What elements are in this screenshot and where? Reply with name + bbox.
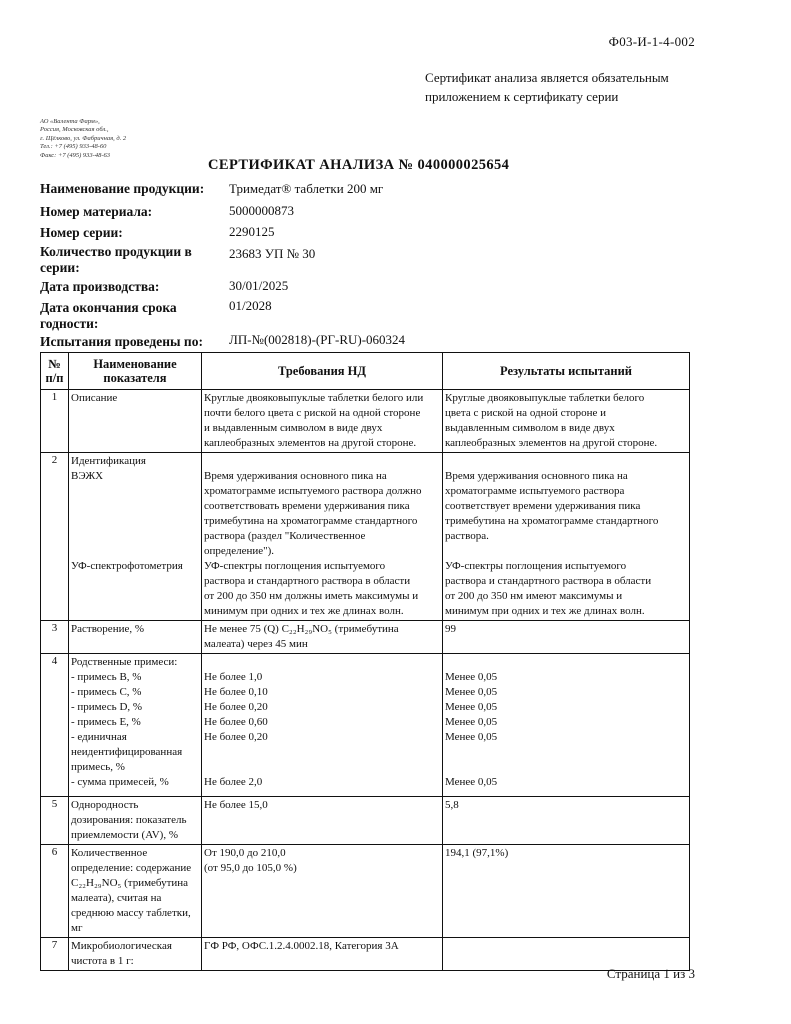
cell-line: Не более 0,60 — [204, 716, 268, 728]
col-res-header: Результаты испытаний — [443, 353, 690, 390]
quantity-label-line: серии: — [40, 260, 80, 275]
note-line: Сертификат анализа является обязательным — [425, 70, 669, 85]
cell-line: C₂₂H₂₉NO₅ (тримебутина — [71, 877, 189, 889]
cell-line: от 200 до 350 нм должны иметь максимумы и — [204, 590, 419, 602]
cell-line: Количественное — [71, 847, 148, 859]
cell-line: каплеобразных элементов на другой стороне. — [204, 437, 417, 449]
row-result — [443, 390, 690, 453]
cell-line: почти белого цвета с риской на одной стороне — [204, 407, 421, 419]
cell-line: дозирования: показатель — [71, 814, 187, 826]
cell-line: хроматограмме испытуемого раствора должно — [204, 485, 422, 497]
cell-line: Менее 0,05 — [445, 671, 498, 683]
cell-line: раствора (раздел "Количественное — [204, 530, 366, 542]
note-line: приложением к сертификату серии — [425, 89, 619, 104]
col-name-header-line: Наименование — [93, 357, 177, 371]
table-row — [41, 654, 690, 797]
cell-line: Не более 0,20 — [204, 701, 268, 713]
cell-line: Время удерживания основного пика на — [204, 470, 387, 482]
expiry-label-line: Дата окончания срока — [40, 300, 177, 315]
cell-line: примесь, % — [71, 761, 125, 773]
batch-label: Номер серии: — [40, 225, 123, 240]
col-req-header: Требования НД — [202, 353, 443, 390]
cell-line: Растворение, % — [71, 623, 145, 635]
row-name — [69, 390, 202, 453]
row-result — [443, 453, 690, 621]
cell-line: Не более 15,0 — [204, 799, 268, 811]
cell-line: чистота в 1 г: — [71, 955, 134, 967]
row-number: 4 — [41, 654, 69, 797]
cell-line: цвета с риской на одной стороне и — [445, 407, 607, 419]
company-address — [40, 118, 126, 160]
cell-line: Менее 0,05 — [445, 776, 498, 788]
cell-line: раствора и стандартного раствора в области — [204, 575, 411, 587]
cell-line: Не менее 75 (Q) C₂₂H₂₉NO₅ (тримебутина — [204, 623, 399, 635]
cell-line: Круглые двояковыпуклые таблетки белого или — [204, 392, 424, 404]
cell-line: раствора и стандартного раствора в области — [445, 575, 652, 587]
cell-line: мг — [71, 922, 83, 934]
cell-line: определение: содержание — [71, 862, 192, 874]
cell-line: определение"). — [204, 545, 275, 557]
cell-line: минимум при одних и тех же длинах волн. — [204, 605, 404, 617]
cell-line: Менее 0,05 — [445, 716, 498, 728]
cell-line: соответствует времени удерживания пика — [445, 500, 641, 512]
row-number: 1 — [41, 390, 69, 453]
row-requirement — [202, 621, 443, 654]
row-number: 3 — [41, 621, 69, 654]
row-name — [69, 453, 202, 621]
cell-line: малеата), считая на — [71, 892, 162, 904]
expiry-value: 01/2028 — [229, 298, 272, 313]
cell-line: соответствовать времени удерживания пика — [204, 500, 410, 512]
quantity-label — [40, 244, 192, 276]
product-value: Тримедат® таблетки 200 мг — [229, 181, 384, 196]
cell-line: 99 — [445, 623, 456, 635]
cell-line: Менее 0,05 — [445, 701, 498, 713]
cell-line: - единичная — [71, 731, 127, 743]
company-line: АО «Валента Фарм», — [40, 118, 100, 125]
table-row — [41, 797, 690, 845]
row-requirement — [202, 654, 443, 797]
certificate-title: СЕРТИФИКАТ АНАЛИЗА № 040000025654 — [208, 157, 510, 173]
cell-line: выдавленным символом в виде двух — [445, 422, 615, 434]
cell-line: Однородность — [71, 799, 139, 811]
cell-line: среднюю массу таблетки, — [71, 907, 191, 919]
col-num-header-line: п/п — [45, 371, 64, 385]
cell-line: и выдавленным символом в виде двух — [204, 422, 383, 434]
company-line: Тел.: +7 (495) 933-48-60 — [40, 143, 107, 151]
cell-line: Не более 2,0 — [204, 776, 263, 788]
row-number: 6 — [41, 845, 69, 938]
cell-line: ВЭЖХ — [71, 470, 104, 482]
cell-line: Идентификация — [71, 455, 146, 467]
cell-line: Родственные примеси: — [71, 656, 178, 668]
row-name — [69, 654, 202, 797]
cell-line: хроматограмме испытуемого раствора — [445, 485, 625, 497]
cell-line: Время удерживания основного пика на — [445, 470, 628, 482]
row-name — [69, 938, 202, 971]
row-requirement — [202, 938, 443, 971]
cell-line: - примесь B, % — [71, 671, 142, 683]
cell-line: Менее 0,05 — [445, 686, 498, 698]
material-value: 5000000873 — [229, 203, 294, 218]
row-requirement — [202, 797, 443, 845]
row-requirement — [202, 845, 443, 938]
row-requirement — [202, 453, 443, 621]
row-number: 7 — [41, 938, 69, 971]
batch-value: 2290125 — [229, 224, 275, 239]
expiry-label-line: годности: — [40, 316, 99, 331]
row-number: 2 — [41, 453, 69, 621]
table-row — [41, 845, 690, 938]
cell-line: 194,1 (97,1%) — [445, 847, 509, 859]
test-results-table — [40, 352, 690, 971]
row-name — [69, 845, 202, 938]
page-number: Страница 1 из 3 — [606, 966, 695, 981]
cell-line: - примесь C, % — [71, 686, 142, 698]
table-row — [41, 938, 690, 971]
quantity-value: 23683 УП № 30 — [229, 246, 316, 261]
cell-line: Не более 1,0 — [204, 671, 263, 683]
row-name — [69, 621, 202, 654]
material-label: Номер материала: — [40, 204, 153, 219]
cell-line: УФ-спектрофотометрия — [71, 560, 183, 572]
row-name — [69, 797, 202, 845]
company-line: Факс: +7 (495) 933-48-63 — [40, 151, 110, 159]
row-result — [443, 845, 690, 938]
quantity-label-line: Количество продукции в — [40, 244, 192, 259]
cell-line: - примесь D, % — [71, 701, 143, 713]
cell-line: Микробиологическая — [71, 940, 172, 952]
row-result — [443, 621, 690, 654]
row-result — [443, 797, 690, 845]
cell-line: УФ-спектры поглощения испытуемого — [445, 560, 627, 572]
cell-line: тримебутина на хроматограмме стандартного — [204, 515, 418, 527]
cell-line: каплеобразных элементов на другой стороне. — [445, 437, 658, 449]
cell-line: малеата) через 45 мин — [204, 638, 308, 650]
company-line: Россия, Московская обл., — [40, 126, 109, 134]
prod-date-label: Дата производства: — [40, 279, 160, 294]
cell-line: Не более 0,10 — [204, 686, 268, 698]
cell-line: приемлемости (AV), % — [71, 829, 179, 841]
cell-line: УФ-спектры поглощения испытуемого — [204, 560, 386, 572]
prod-date-value: 30/01/2025 — [229, 278, 289, 293]
company-line: г. Щёлково, ул. Фабричная, д. 2 — [40, 134, 127, 142]
cell-line: тримебутина на хроматограмме стандартного — [445, 515, 659, 527]
cell-line: Описание — [71, 392, 118, 404]
cell-line: От 190,0 до 210,0 — [204, 847, 286, 859]
product-label: Наименование продукции: — [40, 181, 205, 196]
cell-line: раствора. — [445, 530, 489, 542]
tested-label: Испытания проведены по: — [40, 334, 203, 349]
col-name-header-line: показателя — [103, 371, 167, 385]
form-code: Ф03-И-1-4-002 — [608, 34, 695, 49]
table-row — [41, 621, 690, 654]
expiry-label — [40, 300, 177, 332]
col-num-header — [41, 353, 69, 390]
cell-line: ГФ РФ, ОФС.1.2.4.0002.18, Категория 3А — [204, 940, 399, 952]
cell-line: - примесь E, % — [71, 716, 141, 728]
table-header-row — [41, 353, 690, 390]
cell-line: Круглые двояковыпуклые таблетки белого — [445, 392, 645, 404]
col-num-header-line: № — [48, 357, 61, 371]
tested-value: ЛП-№(002818)-(РГ-RU)-060324 — [229, 332, 406, 347]
certificate-note — [425, 68, 715, 106]
row-result — [443, 654, 690, 797]
table-row — [41, 390, 690, 453]
cell-line: Не более 0,20 — [204, 731, 268, 743]
cell-line: 5,8 — [445, 799, 459, 811]
row-requirement — [202, 390, 443, 453]
cell-line: минимум при одних и тех же длинах волн. — [445, 605, 645, 617]
cell-line: - сумма примесей, % — [71, 776, 169, 788]
col-name-header — [69, 353, 202, 390]
table-row — [41, 453, 690, 621]
row-number: 5 — [41, 797, 69, 845]
cell-line: Менее 0,05 — [445, 731, 498, 743]
cell-line: неидентифицированная — [71, 746, 183, 758]
cell-line: от 200 до 350 нм имеют максимумы и — [445, 590, 623, 602]
cell-line: (от 95,0 до 105,0 %) — [204, 862, 297, 874]
